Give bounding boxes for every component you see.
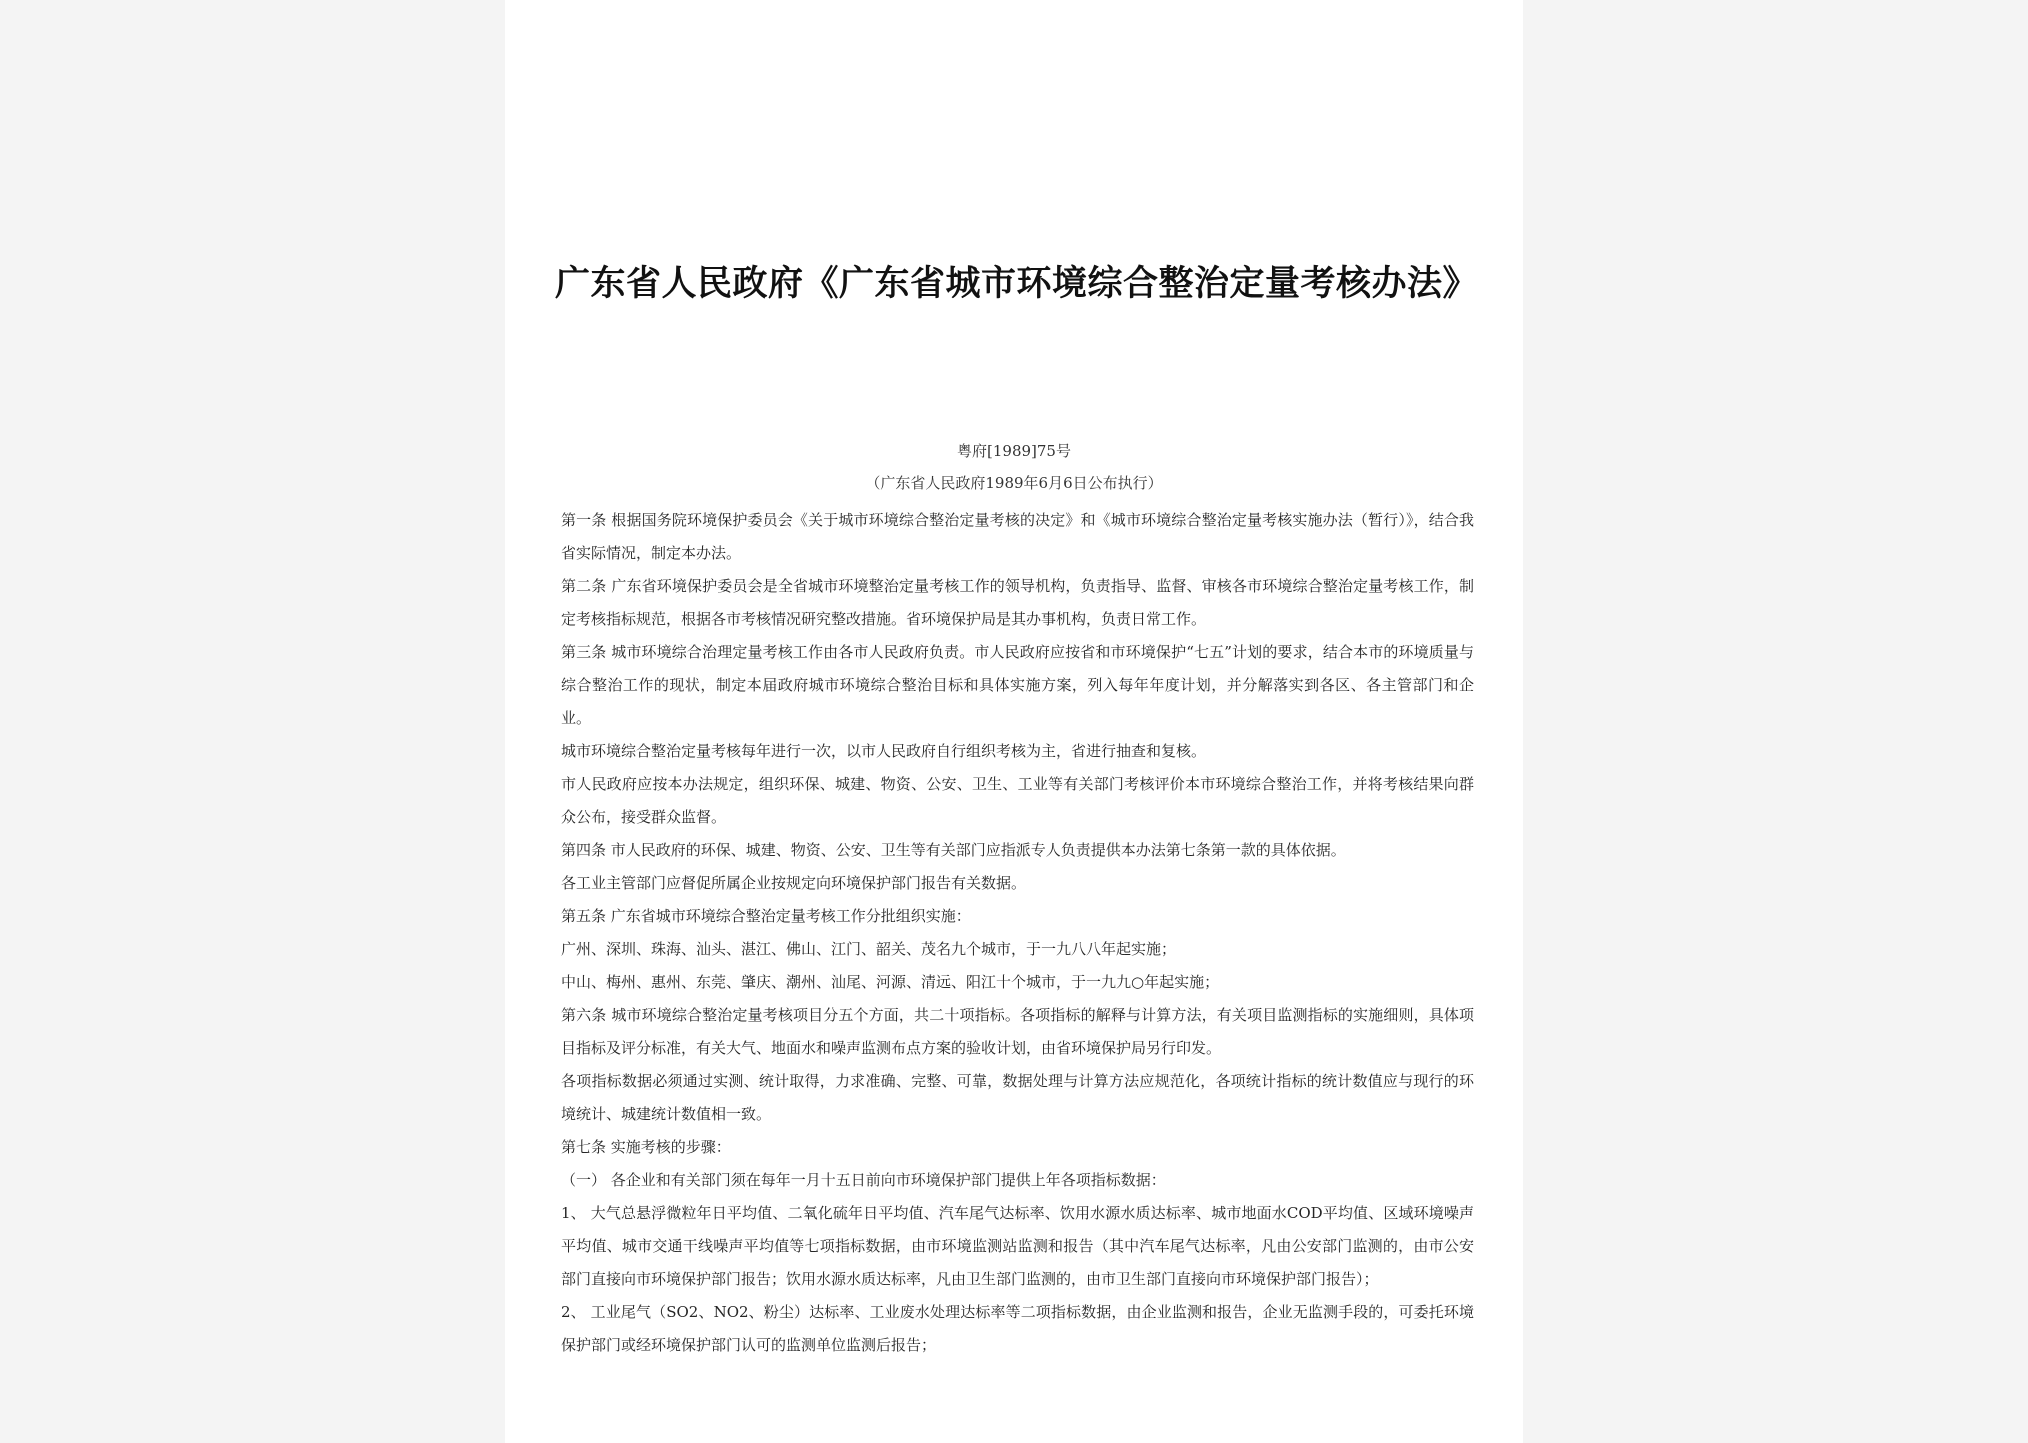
article-5-batch-2: 中山、梅州、惠州、东莞、肇庆、潮州、汕尾、河源、清远、阳江十个城市，于一九九○年起实施；: [561, 973, 1220, 991]
article-4: 第四条 市人民政府的环保、城建、物资、公安、卫生等有关部门应指派专人负责提供本办法第七条第一款的具体依据。: [561, 841, 1346, 859]
article-3-clause-2: 城市环境综合整治定量考核每年进行一次，以市人民政府自行组织考核为主，省进行抽查和复核。: [561, 742, 1207, 760]
article-7-item-2: 2、 工业尾气（SO2、NO2、粉尘）达标率、工业废水处理达标率等二项指标数据，由企业监测和报告，企业无监测手段的，可委托环境保护部门或经环境保护部门认可的监测单位监测后报告；: [561, 1303, 1474, 1354]
document-page: [505, 0, 1523, 1443]
article-4-clause-2: 各工业主管部门应督促所属企业按规定向环境保护部门报告有关数据。: [561, 874, 1027, 892]
document-number: 粤府[1989]75号: [957, 442, 1071, 460]
document-body: [561, 504, 1474, 1362]
article-5-batch-1: 广州、深圳、珠海、汕头、湛江、佛山、江门、韶关、茂名九个城市，于一九八八年起实施；: [561, 940, 1177, 958]
article-3-clause-3: 市人民政府应按本办法规定，组织环保、城建、物资、公安、卫生、工业等有关部门考核评价本市环境综合整治工作，并将考核结果向群众公布，接受群众监督。: [561, 775, 1474, 826]
article-7: 第七条 实施考核的步骤：: [561, 1138, 731, 1156]
article-2: 第二条 广东省环境保护委员会是全省城市环境整治定量考核工作的领导机构，负责指导、监督、审核各市环境综合整治定量考核工作，制定考核指标规范，根据各市考核情况研究整改措施。省环境保护局是其办事机构，负责日常工作。: [561, 577, 1474, 628]
document-title: 广东省人民政府《广东省城市环境综合整治定量考核办法》: [555, 264, 1479, 304]
issue-note: （广东省人民政府1989年6月6日公布执行）: [865, 474, 1163, 492]
article-3: 第三条 城市环境综合治理定量考核工作由各市人民政府负责。市人民政府应按省和市环境保护“七五”计划的要求，结合本市的环境质量与综合整治工作的现状，制定本届政府城市环境综合整治目标和具体实施方案，列入每年年度计划，并分解落实到各区、各主管部门和企业。: [561, 643, 1474, 727]
article-5: 第五条 广东省城市环境综合整治定量考核工作分批组织实施：: [561, 907, 971, 925]
article-1: 第一条 根据国务院环境保护委员会《关于城市环境综合整治定量考核的决定》和《城市环境综合整治定量考核实施办法（暂行）》，结合我省实际情况，制定本办法。: [561, 511, 1474, 562]
article-7-step-1: （一） 各企业和有关部门须在每年一月十五日前向市环境保护部门提供上年各项指标数据：: [561, 1171, 1166, 1189]
article-6: 第六条 城市环境综合整治定量考核项目分五个方面，共二十项指标。各项指标的解释与计算方法，有关项目监测指标的实施细则，具体项目指标及评分标准，有关大气、地面水和噪声监测布点方案的验收计划，由省环境保护局另行印发。: [561, 1006, 1474, 1057]
article-6-clause-2: 各项指标数据必须通过实测、统计取得，力求准确、完整、可靠，数据处理与计算方法应规范化，各项统计指标的统计数值应与现行的环境统计、城建统计数值相一致。: [561, 1072, 1474, 1123]
article-7-item-1: 1、 大气总悬浮微粒年日平均值、二氧化硫年日平均值、汽车尾气达标率、饮用水源水质达标率、城市地面水COD平均值、区域环境噪声平均值、城市交通干线噪声平均值等七项指标数据，由市环境监测站监测和报告（其中汽车尾气达标率，凡由公安部门监测的，由市公安部门直接向市环境保护部门报告；饮用水源水质达标率，凡由卫生部门监测的，由市卫生部门直接向市环境保护部门报告）；: [561, 1204, 1474, 1288]
